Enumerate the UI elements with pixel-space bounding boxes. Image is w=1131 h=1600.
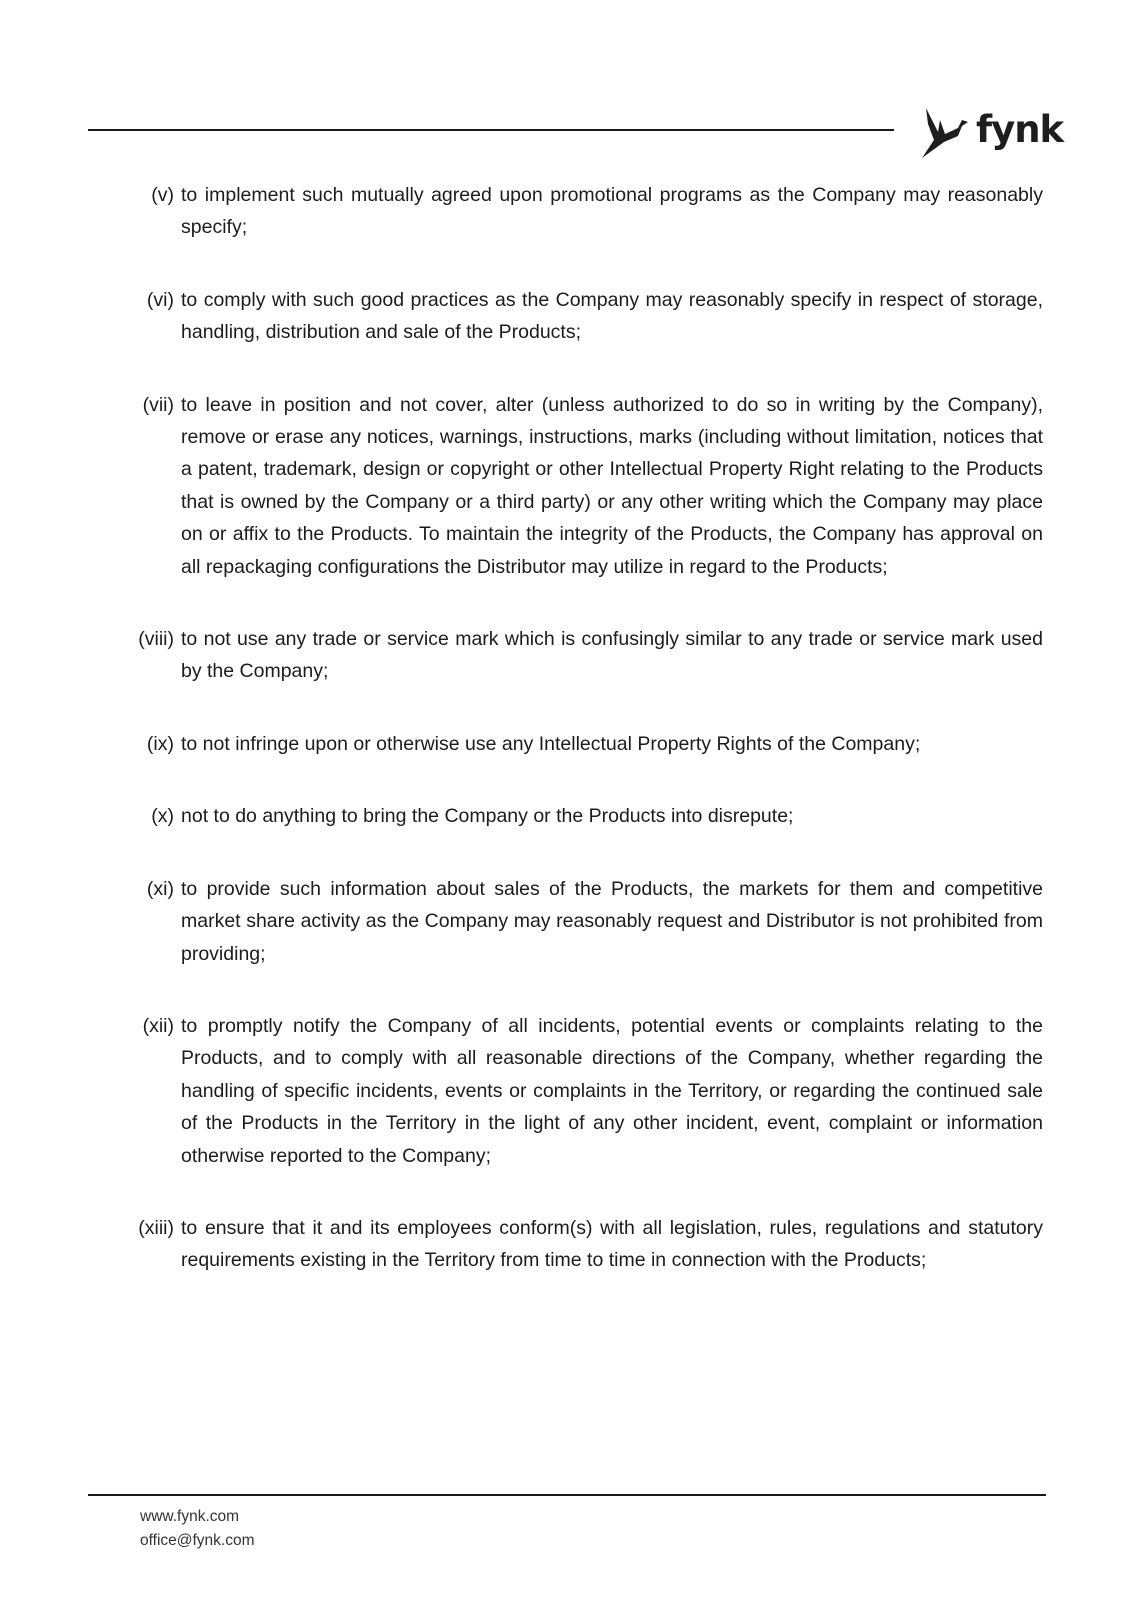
clause-text: to leave in position and not cover, alter (unless authorized to do so in writing by the Company), remove or erase any notices, warnings, instructions, marks (including without limitation, notices that a patent, trademark, design or copyright or other Intellectual Property Right relating to the Products that is owned by the Company or a third party) or any other writing which the Company may place on or affix to the Products. To maintain the integrity of the Products, the Company has approval on all repackaging configurations the Distributor may utilize in regard to the Products; [181, 393, 1043, 578]
clause-number: (xiii) [138, 1216, 174, 1239]
footer-website-link[interactable]: www.fynk.com [140, 1508, 240, 1525]
clause-number: (xii) [142, 1014, 174, 1037]
bird-logo-icon [918, 106, 970, 160]
footer-divider [88, 1494, 1046, 1496]
logo-wordmark: fynk [976, 108, 1064, 151]
footer-contact [140, 1505, 255, 1553]
clause-text: not to do anything to bring the Company or the Products into disrepute; [181, 805, 794, 828]
fynk-logo [918, 106, 1064, 160]
clause-text: to ensure that it and its employees conform(s) with all legislation, rules, regulations and statutory requirements existing in the Territory from time to time in connection with the Products; [181, 1216, 1043, 1272]
clause-number: (ix) [146, 732, 174, 755]
clause-text: to not infringe upon or otherwise use any Intellectual Property Rights of the Company; [181, 732, 921, 755]
clause-number: (xi) [146, 877, 174, 900]
clause-item [0, 800, 1131, 832]
clause-item [0, 284, 1131, 349]
clause-item [0, 389, 1131, 583]
clause-item [0, 728, 1131, 760]
clause-number: (v) [151, 184, 174, 206]
clause-text: to not use any trade or service mark which is confusingly similar to any trade or service mark used by the Company; [181, 628, 1043, 683]
header-divider [88, 129, 894, 131]
clause-item [0, 1212, 1131, 1277]
footer-email-link[interactable]: office@fynk.com [140, 1532, 255, 1549]
clause-text: to promptly notify the Company of all incidents, potential events or complaints relating to the Products, and to comply with all reasonable directions of the Company, whether regarding the handling of specific incidents, events or complaints in the Territory, or regarding the continued sale of the Products in the Territory in the light of any other incident, event, complaint or information otherwise reported to the Company; [181, 1014, 1043, 1167]
clause-item [0, 623, 1131, 688]
clause-item [0, 873, 1131, 970]
clause-number: (viii) [138, 628, 174, 651]
clause-item [0, 1010, 1131, 1172]
clause-number: (vii) [142, 393, 174, 416]
clause-number: (x) [151, 805, 174, 828]
clause-text: to comply with such good practices as the Company may reasonably specify in respect of storage, handling, distribution and sale of the Products; [181, 288, 1043, 344]
clause-text: to implement such mutually agreed upon promotional programs as the Company may reasonably specify; [181, 184, 1043, 239]
clause-number: (vi) [146, 288, 174, 311]
clause-text: to provide such information about sales of the Products, the markets for them and competitive market share activity as the Company may reasonably request and Distributor is not prohibited from providing; [181, 877, 1043, 965]
clause-item [0, 179, 1131, 244]
clause-list [0, 179, 1131, 1317]
